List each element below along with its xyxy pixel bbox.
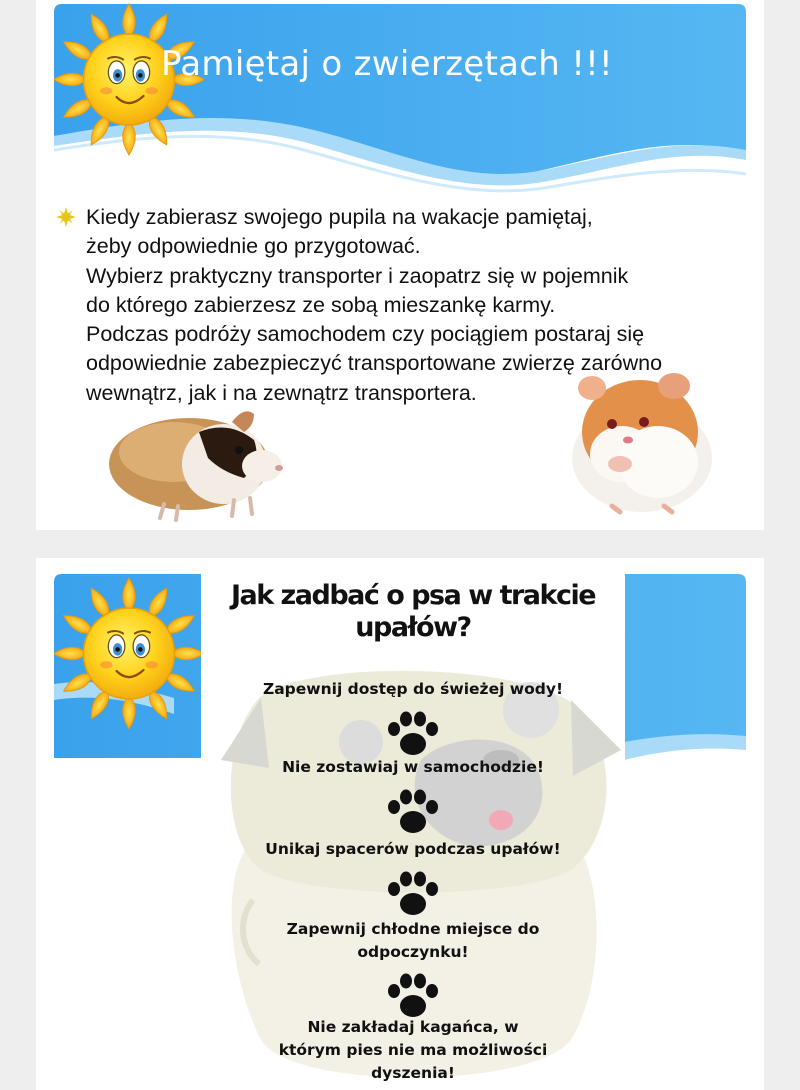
poster-title-line: upałów? — [355, 612, 471, 643]
paw-print-icon — [385, 788, 441, 834]
guinea-pig-image — [104, 392, 284, 522]
poster-title-line: Jak zadbać o psa w trakcie — [230, 580, 596, 611]
body-line: do którego zabierzesz ze sobą mieszankę karmy. — [86, 292, 556, 317]
body-line: żeby odpowiednie go przygotować. — [86, 234, 421, 259]
tip-line: odpoczynku! — [357, 943, 469, 961]
dog-care-poster — [201, 570, 625, 1090]
hamster-image — [560, 366, 720, 516]
tip-item — [201, 918, 625, 964]
paw-print-icon — [385, 972, 441, 1018]
tip-item: Zapewnij dostęp do świeżej wody! — [262, 680, 564, 698]
smiling-sun-icon — [54, 576, 204, 731]
slide-title: Pamiętaj o zwierzętach !!! — [161, 44, 613, 84]
body-line: odpowiednie zabezpieczyć transportowane zwierzę zarówno — [86, 351, 663, 376]
tip-line: dyszenia! — [371, 1064, 455, 1082]
sun-bullet-icon — [56, 207, 76, 227]
tip-item: Unikaj spacerów podczas upałów! — [265, 840, 561, 858]
body-line: wewnątrz, jak i na zewnątrz transportera. — [86, 380, 477, 405]
tip-line: Zapewnij chłodne miejsce do — [286, 920, 540, 938]
tip-item — [201, 1016, 625, 1085]
paw-print-icon — [385, 710, 441, 756]
body-line: Podczas podróży samochodem czy pociągiem postaraj się — [86, 322, 645, 347]
tip-line: którym pies nie ma możliwości — [278, 1041, 548, 1059]
paw-print-icon — [385, 870, 441, 916]
body-line: Wybierz praktyczny transporter i zaopatrz się w pojemnik — [86, 263, 629, 288]
slide-dog-heat-tips — [36, 558, 764, 1090]
tip-line: Nie zakładaj kagańca, w — [307, 1018, 519, 1036]
poster-title — [201, 580, 625, 644]
slide-pets-reminder — [36, 0, 764, 530]
body-line: Kiedy zabierasz swojego pupila na wakacje pamiętaj, — [86, 205, 593, 229]
tip-item: Nie zostawiaj w samochodzie! — [282, 758, 544, 776]
